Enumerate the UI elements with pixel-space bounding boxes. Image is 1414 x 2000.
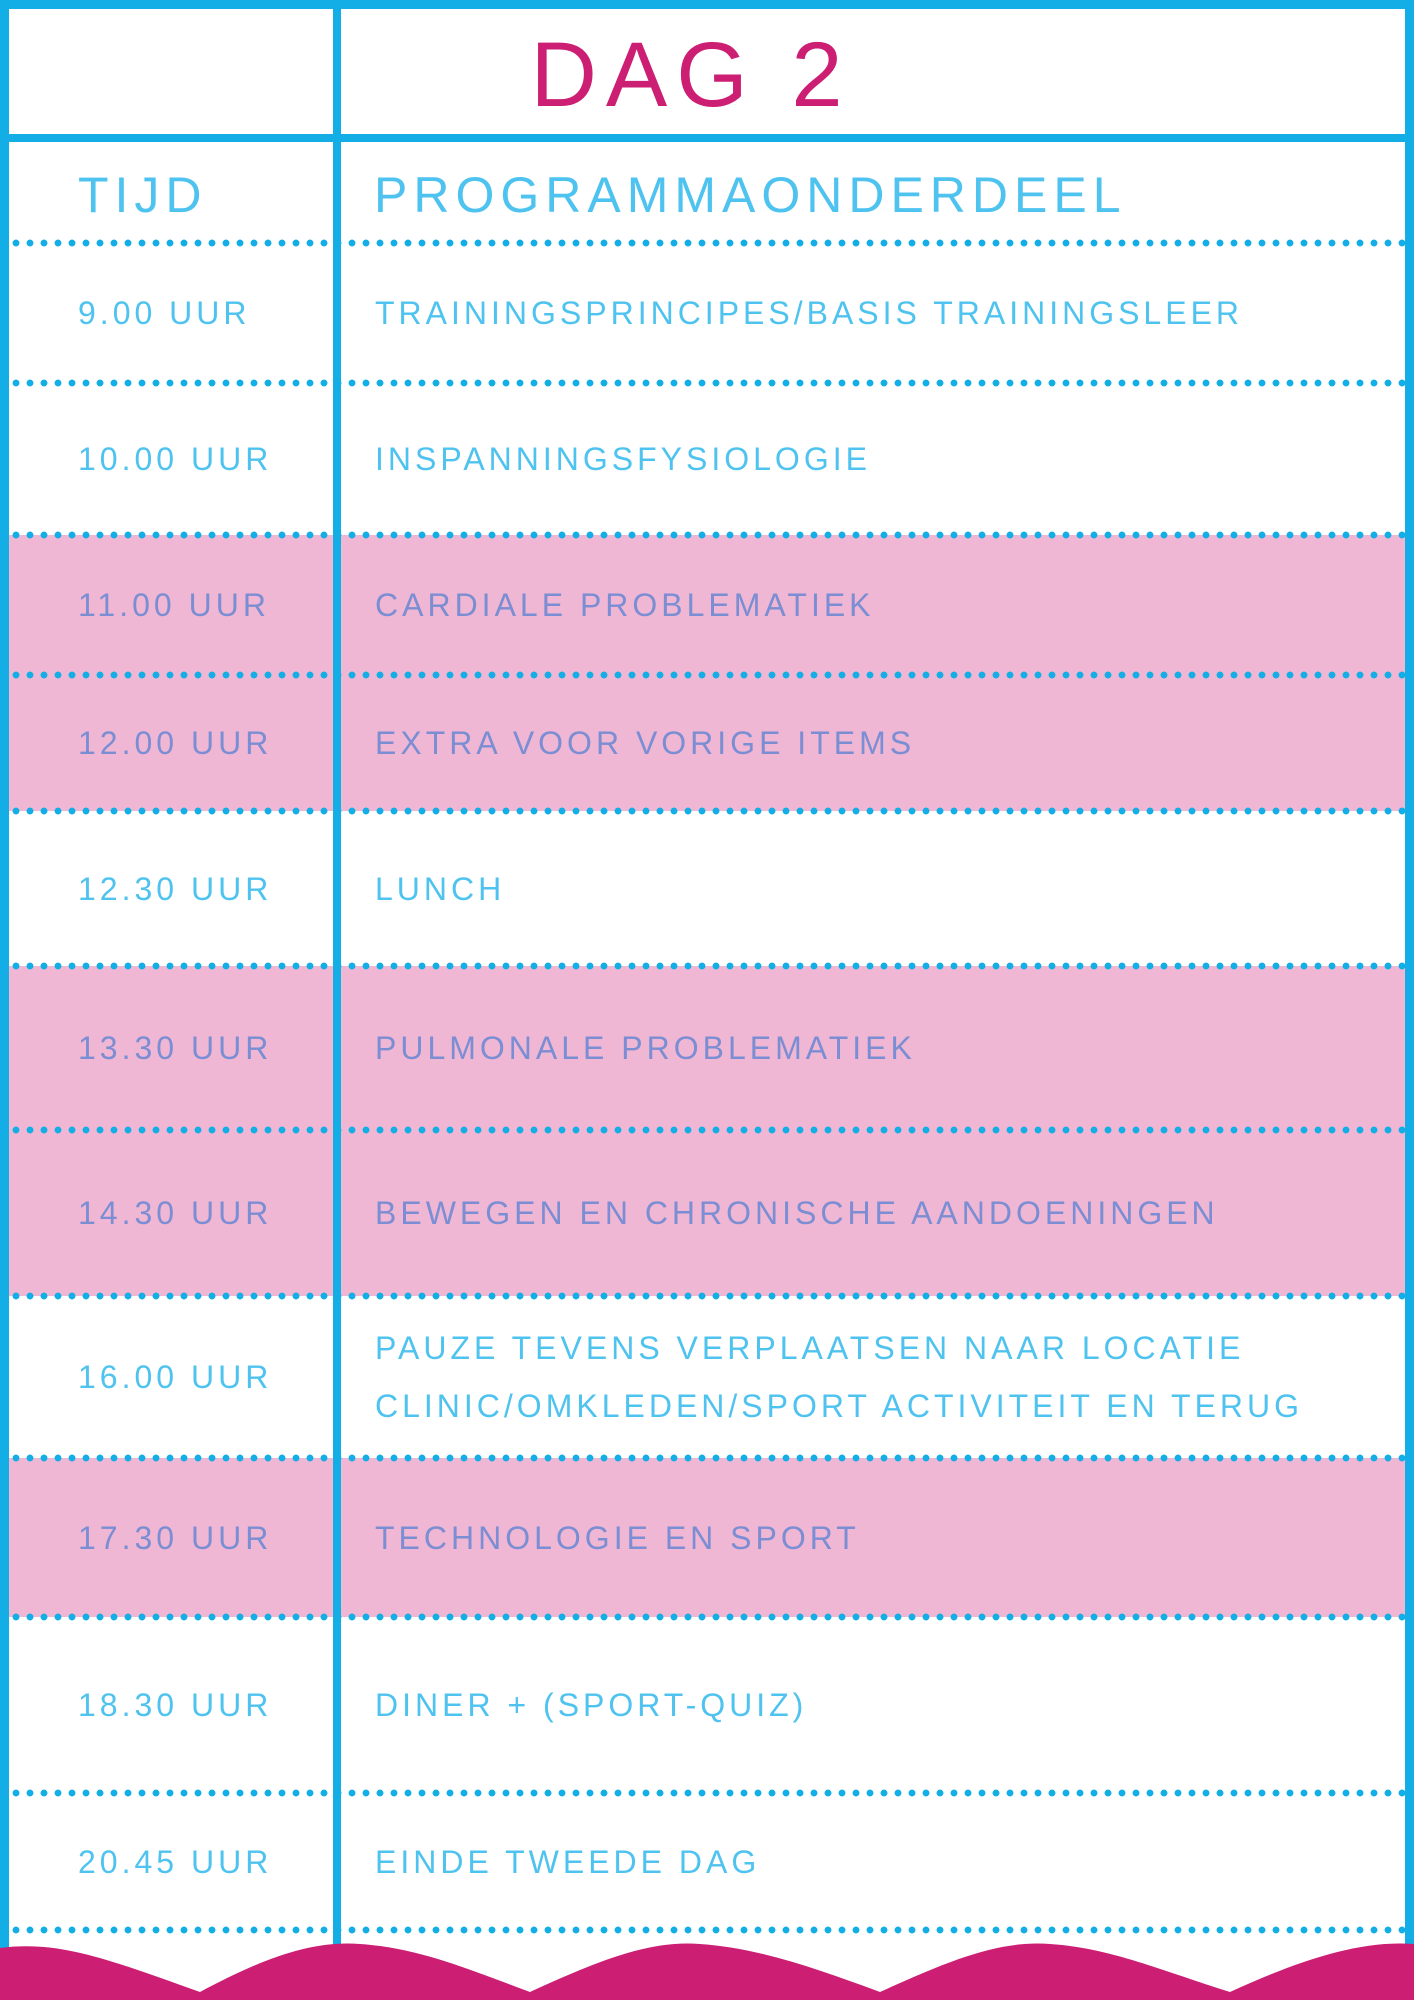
row-time: 9.00 UUR	[78, 295, 251, 331]
row-time: 12.00 UUR	[78, 725, 273, 761]
wave-decoration	[0, 1940, 1414, 2000]
column-divider	[333, 0, 341, 1950]
row-item: TECHNOLOGIE EN SPORT	[375, 1519, 860, 1556]
row-separator	[9, 531, 1405, 539]
header-program: PROGRAMMAONDERDEEL	[374, 167, 1127, 223]
row-item: PULMONALE PROBLEMATIEK	[375, 1030, 916, 1066]
table-row	[9, 1617, 1405, 1793]
table-row	[9, 1296, 1405, 1458]
row-item: EINDE TWEEDE DAG	[375, 1843, 761, 1880]
row-separator	[9, 1789, 1405, 1797]
row-item: INSPANNINGSFYSIOLOGIE	[375, 441, 871, 477]
row-time: 20.45 UUR	[78, 1843, 273, 1880]
row-item: TRAININGSPRINCIPES/BASIS TRAININGSLEER	[375, 295, 1244, 331]
row-separator	[9, 962, 1405, 970]
row-separator	[9, 1454, 1405, 1462]
table-row	[9, 535, 1405, 675]
table-row	[9, 811, 1405, 966]
row-time: 17.30 UUR	[78, 1519, 273, 1556]
row-time: 11.00 UUR	[78, 587, 270, 623]
row-time: 14.30 UUR	[78, 1195, 273, 1231]
row-item: BEWEGEN EN CHRONISCHE AANDOENINGEN	[375, 1195, 1219, 1231]
row-time: 18.30 UUR	[78, 1687, 273, 1723]
row-item: DINER + (SPORT-QUIZ)	[375, 1687, 808, 1723]
table-row	[9, 675, 1405, 811]
table-row	[9, 1130, 1405, 1296]
row-time: 12.30 UUR	[78, 870, 273, 907]
row-separator	[9, 1126, 1405, 1134]
row-separator	[9, 379, 1405, 387]
table-row	[9, 243, 1405, 383]
table-row	[9, 1793, 1405, 1930]
row-time: 13.30 UUR	[78, 1030, 273, 1066]
row-item: EXTRA VOOR VORIGE ITEMS	[375, 725, 916, 761]
row-separator	[9, 239, 1405, 247]
row-time: 16.00 UUR	[78, 1359, 273, 1395]
header-time: TIJD	[78, 167, 208, 223]
page-title: DAG 2	[530, 24, 852, 126]
row-separator	[9, 1613, 1405, 1621]
row-separator	[9, 1292, 1405, 1300]
row-item: LUNCH	[375, 870, 506, 907]
row-separator	[9, 1926, 1405, 1934]
table-row	[9, 383, 1405, 535]
row-separator	[9, 671, 1405, 679]
row-separator	[9, 807, 1405, 815]
row-time: 10.00 UUR	[78, 441, 273, 477]
row-item: PAUZE TEVENS VERPLAATSEN NAAR LOCATIE CLINIC/OMKLEDEN/SPORT ACTIVITEIT EN TERUG	[375, 1330, 1304, 1424]
row-item: CARDIALE PROBLEMATIEK	[375, 587, 875, 623]
title-divider	[0, 134, 1414, 142]
table-row	[9, 1458, 1405, 1617]
table-row	[9, 966, 1405, 1130]
